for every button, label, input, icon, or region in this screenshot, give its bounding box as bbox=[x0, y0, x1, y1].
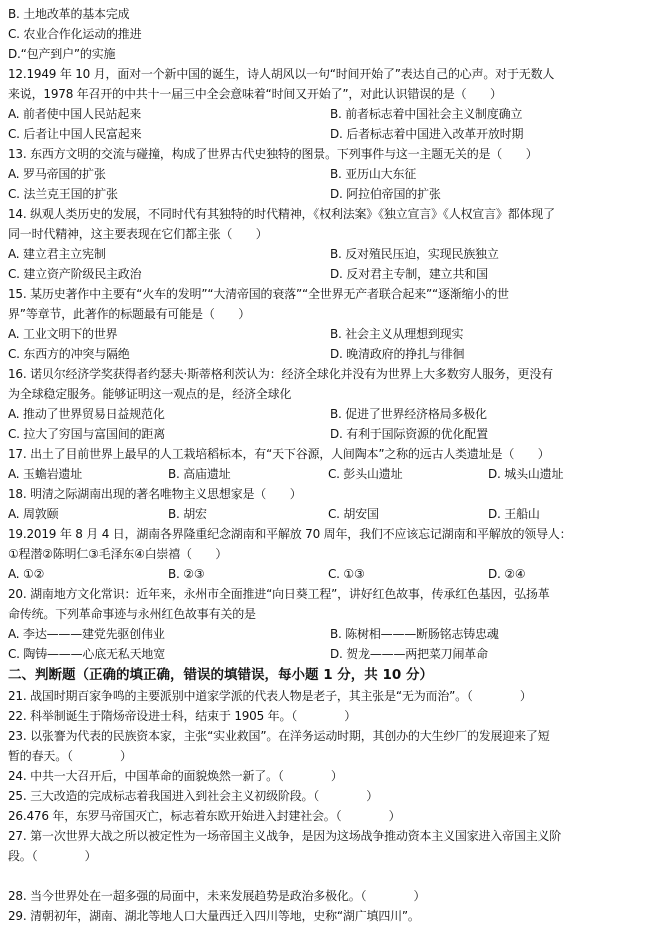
q11-options-tail bbox=[8, 4, 651, 64]
blank-gap bbox=[8, 866, 651, 886]
question-20 bbox=[8, 584, 651, 664]
question-stem: ①程潜②陈明仁③毛泽东④白崇禧（ ） bbox=[8, 547, 228, 561]
judgement-item: 29. 清朝初年，湖南、湖北等地人口大量西迁入四川等地，史称“湖广填四川”。 bbox=[8, 909, 420, 923]
question-stem: 为全球稳定服务。能够证明这一观点的是，经济全球化 bbox=[8, 387, 292, 401]
option-a: A. 李达———建党先驱创伟业 bbox=[8, 627, 165, 641]
option-a: A. 玉蟾岩遗址 bbox=[8, 467, 83, 481]
question-14 bbox=[8, 204, 651, 284]
option-a: A. 建立君主立宪制 bbox=[8, 247, 106, 261]
question-stem: 15. 某历史著作中主要有“火车的发明”“大清帝国的衰落”“全世界无产者联合起来”“逐渐缩小的世 bbox=[8, 287, 509, 301]
option-row bbox=[8, 404, 651, 424]
option-c: C. ①③ bbox=[328, 567, 365, 581]
option-b: B. 高庙遗址 bbox=[168, 467, 231, 481]
question-stem: 20. 湖南地方文化常识：近年来，永州市全面推进“向日葵工程”，讲好红色故事，传承红色基因，弘扬革 bbox=[8, 587, 550, 601]
option-a: A. ①② bbox=[8, 567, 45, 581]
option-row bbox=[8, 124, 651, 144]
section-heading-judgement: 二、判断题（正确的填正确，错误的填错误，每小题 1 分，共 10 分） bbox=[8, 667, 433, 683]
option-row bbox=[8, 264, 651, 284]
option-c: C. 东西方的冲突与隔绝 bbox=[8, 347, 130, 361]
option-d: D. 王船山 bbox=[488, 507, 540, 521]
judgement-item: 26.476 年，东罗马帝国灭亡，标志着东欧开始进入封建社会。（ ） bbox=[8, 809, 401, 823]
option-b: B. ②③ bbox=[168, 567, 205, 581]
option-c: C. 农业合作化运动的推进 bbox=[8, 27, 142, 41]
option-b: B. 社会主义从理想到现实 bbox=[330, 327, 464, 341]
option-row bbox=[8, 624, 651, 644]
question-18 bbox=[8, 484, 651, 524]
option-row bbox=[8, 424, 651, 444]
question-15 bbox=[8, 284, 651, 364]
option-d: D. 反对君主专制，建立共和国 bbox=[330, 267, 488, 281]
option-row bbox=[8, 164, 651, 184]
option-row bbox=[8, 244, 651, 264]
option-b: B. 前者标志着中国社会主义制度确立 bbox=[330, 107, 523, 121]
judgement-item: 24. 中共一大召开后，中国革命的面貌焕然一新了。（ ） bbox=[8, 769, 343, 783]
option-b: B. 促进了世界经济格局多极化 bbox=[330, 407, 487, 421]
option-d: D. 城头山遗址 bbox=[488, 467, 564, 481]
question-stem: 17. 出土了目前世界上最早的人工栽培稻标本，有“天下谷源，人间陶本”之称的远古人类遗址是（ ） bbox=[8, 447, 550, 461]
question-16 bbox=[8, 364, 651, 444]
question-19 bbox=[8, 524, 651, 584]
option-d: D. 贺龙———两把菜刀闹革命 bbox=[330, 647, 488, 661]
question-stem: 16. 诺贝尔经济学奖获得者约瑟夫·斯蒂格利茨认为：经济全球化并没有为世界上大多数穷人服务，更没有 bbox=[8, 367, 553, 381]
option-d: D. ②④ bbox=[488, 567, 526, 581]
option-b: B. 胡宏 bbox=[168, 507, 207, 521]
option-row bbox=[8, 564, 651, 584]
option-a: A. 前者使中国人民站起来 bbox=[8, 107, 142, 121]
judgement-item: 22. 科举制诞生于隋炀帝设进士科，结束于 1905 年。（ ） bbox=[8, 709, 357, 723]
question-stem: 18. 明清之际湖南出现的著名唯物主义思想家是（ ） bbox=[8, 487, 302, 501]
option-row bbox=[8, 324, 651, 344]
option-d: D. 阿拉伯帝国的扩张 bbox=[330, 187, 441, 201]
judgement-item: 28. 当今世界处在一超多强的局面中，未来发展趋势是政治多极化。（ ） bbox=[8, 889, 426, 903]
option-a: A. 周敦颐 bbox=[8, 507, 59, 521]
judgement-list bbox=[8, 686, 651, 926]
judgement-item: 27. 第一次世界大战之所以被定性为一场帝国主义战争，是因为这场战争推动资本主义国家进入帝国主义阶 bbox=[8, 829, 562, 843]
option-c: C. 拉大了穷国与富国间的距离 bbox=[8, 427, 166, 441]
judgement-item: 25. 三大改造的完成标志着我国进入到社会主义初级阶段。（ ） bbox=[8, 789, 379, 803]
question-stem: 同一时代精神，这主要表现在它们都主张（ ） bbox=[8, 227, 268, 241]
question-stem: 13. 东西方文明的交流与碰撞，构成了世界古代史独特的图景。下列事件与这一主题无关的是（ ） bbox=[8, 147, 538, 161]
option-row bbox=[8, 464, 651, 484]
question-stem: 14. 纵观人类历史的发展，不同时代有其独特的时代精神，《权利法案》《独立宣言》《人权宣言》都体现了 bbox=[8, 207, 555, 221]
option-a: A. 罗马帝国的扩张 bbox=[8, 167, 106, 181]
question-12 bbox=[8, 64, 651, 144]
option-row bbox=[8, 644, 651, 664]
judgement-item: 21. 战国时期百家争鸣的主要派别中道家学派的代表人物是老子，其主张是“无为而治”。（ ） bbox=[8, 689, 532, 703]
question-13 bbox=[8, 144, 651, 204]
judgement-item: 23. 以张謇为代表的民族资本家，主张“实业救国”。在洋务运动时期，其创办的大生纱厂的发展迎来了短 bbox=[8, 729, 550, 743]
question-17 bbox=[8, 444, 651, 484]
option-row bbox=[8, 184, 651, 204]
option-d: D. 晚清政府的挣扎与徘徊 bbox=[330, 347, 465, 361]
judgement-item-cont: 暂的春天。（ ） bbox=[8, 749, 132, 763]
question-stem: 19.2019 年 8 月 4 日，湖南各界隆重纪念湖南和平解放 70 周年，我们不应该忘记湖南和平解放的领导人： bbox=[8, 527, 572, 541]
question-stem: 界”等章节，此著作的标题最有可能是（ ） bbox=[8, 307, 251, 321]
option-c: C. 后者让中国人民富起来 bbox=[8, 127, 142, 141]
question-stem: 命传统。下列革命事迹与永州红色故事有关的是 bbox=[8, 607, 256, 621]
option-c: C. 胡安国 bbox=[328, 507, 379, 521]
option-row bbox=[8, 104, 651, 124]
option-b: B. 反对殖民压迫，实现民族独立 bbox=[330, 247, 499, 261]
option-d: D. 有利于国际资源的优化配置 bbox=[330, 427, 488, 441]
option-b: B. 陈树相———断肠铭志铸忠魂 bbox=[330, 627, 499, 641]
option-b: B. 土地改革的基本完成 bbox=[8, 7, 130, 21]
option-c: C. 法兰克王国的扩张 bbox=[8, 187, 118, 201]
option-a: A. 推动了世界贸易日益规范化 bbox=[8, 407, 165, 421]
question-stem: 来说，1978 年召开的中共十一届三中全会意味着“时间又开始了”，对此认识错误的是（ ） bbox=[8, 87, 502, 101]
option-c: C. 彭头山遗址 bbox=[328, 467, 403, 481]
option-a: A. 工业文明下的世界 bbox=[8, 327, 118, 341]
option-b: B. 亚历山大东征 bbox=[330, 167, 417, 181]
question-stem: 12.1949 年 10 月，面对一个新中国的诞生，诗人胡风以一句“时间开始了”表达自己的心声。对于无数人 bbox=[8, 67, 555, 81]
option-row bbox=[8, 504, 651, 524]
option-c: C. 建立资产阶级民主政治 bbox=[8, 267, 142, 281]
option-c: C. 陶铸———心底无私天地宽 bbox=[8, 647, 166, 661]
option-d: D.“包产到户”的实施 bbox=[8, 47, 116, 61]
judgement-item-cont: 段。（ ） bbox=[8, 849, 97, 863]
option-d: D. 后者标志着中国进入改革开放时期 bbox=[330, 127, 524, 141]
option-row bbox=[8, 344, 651, 364]
